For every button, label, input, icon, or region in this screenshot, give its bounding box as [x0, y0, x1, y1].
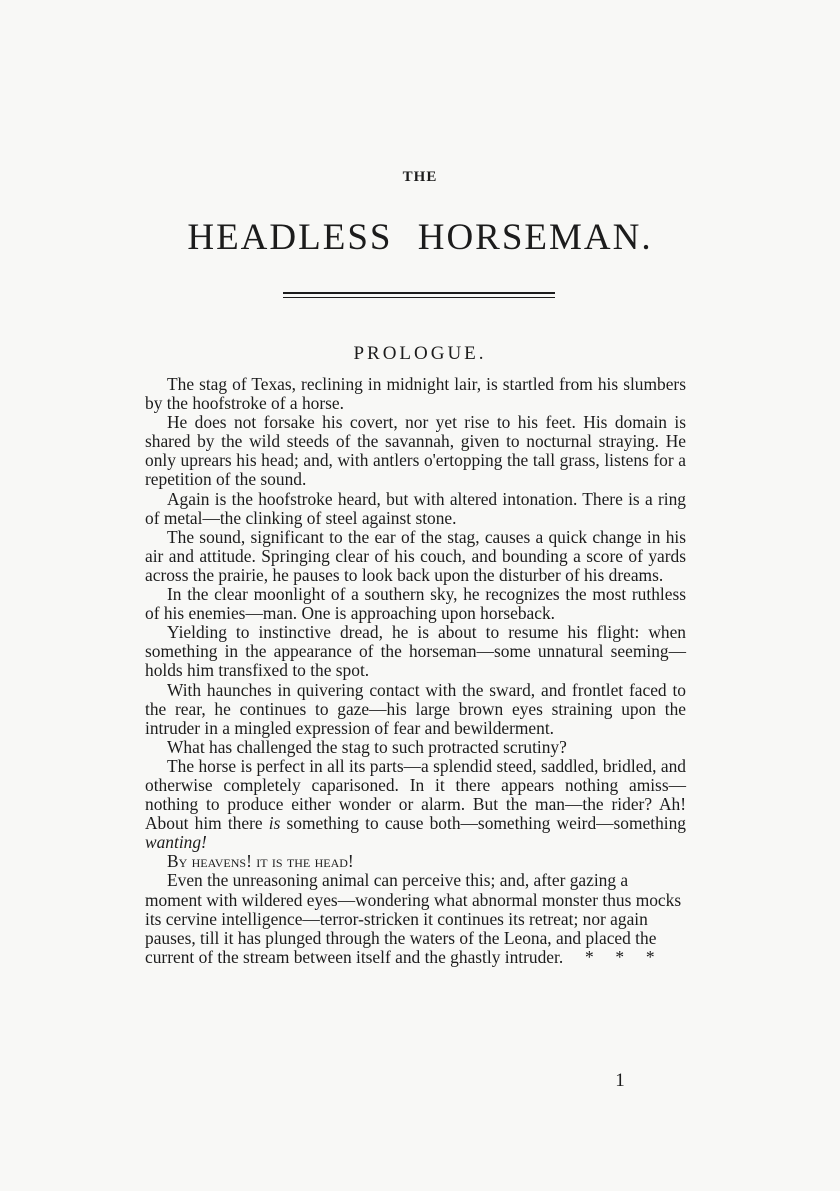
paragraph-final-text: Even the unreasoning animal can perceive this; and, after gazing a moment with wildered eyes—wondering what abnormal monster thus mocks its cervine intelligence—terror-stricken it continues its retreat; nor again pauses, till it has plunged through the waters of the Leona, and placed the current of the stream between itself and the ghastly intruder. — [145, 870, 682, 967]
paragraph-horse-text: The horse is perfect in all its parts—a splendid steed, saddled, bridled, and otherwise completely caparisoned. In it there appears nothing amiss—nothing to produce either wonder or alarm. But the man—the rider? Ah! About him there — [145, 755, 686, 834]
paragraph: The sound, significant to the ear of the stag, causes a quick change in his air and attitude. Springing clear of his couch, and bounding a score of yards across the prairie, he pauses to look back upon the disturber of his dreams. — [145, 526, 686, 585]
paragraph: He does not forsake his covert, nor yet rise to his feet. His domain is shared by the wild steeds of the savannah, given to nocturnal straying. He only uprears his head; and, with antlers o'ertopping the tall grass, listens for a repetition of the sound. — [145, 412, 686, 490]
paragraph-horse — [145, 757, 686, 852]
title-rule-thin — [283, 297, 555, 298]
book-title: HEADLESS HORSEMAN. — [187, 217, 653, 258]
page-number: 1 — [615, 1070, 625, 1091]
title-article: THE — [402, 169, 438, 185]
paragraph: Again is the hoofstroke heard, but with altered intonation. There is a ring of metal—the clinking of steel against stone. — [145, 488, 686, 528]
paragraph: With haunches in quivering contact with the sward, and frontlet faced to the rear, he continues to gaze—his large brown eyes straining upon the intruder in a mingled expression of fear and bewilderment. — [145, 679, 686, 738]
paragraph: Yielding to instinctive dread, he is about to resume his flight: when something in the appearance of the horseman—some unnatural seeming—holds him transfixed to the spot. — [145, 622, 686, 681]
emphasis-is: is — [268, 813, 281, 834]
title-rule-thick — [283, 292, 555, 294]
exclamation: By heavens! it is the head! — [167, 851, 354, 872]
emphasis-wanting: wanting! — [145, 832, 207, 853]
body-text — [145, 375, 686, 967]
paragraph-horse-text-2: something to cause both—something weird—something — [280, 813, 686, 834]
paragraph: In the clear moonlight of a southern sky, he recognizes the most ruthless of his enemies—man. One is approaching upon horseback. — [145, 584, 686, 624]
paragraph: The stag of Texas, reclining in midnight lair, is startled from his slumbers by the hoofstroke of a horse. — [145, 374, 686, 414]
section-break-stars: * * * — [584, 946, 655, 967]
paragraph-final — [145, 871, 686, 966]
section-heading: PROLOGUE. — [353, 343, 487, 364]
paragraph: What has challenged the stag to such protracted scrutiny? — [167, 736, 567, 757]
